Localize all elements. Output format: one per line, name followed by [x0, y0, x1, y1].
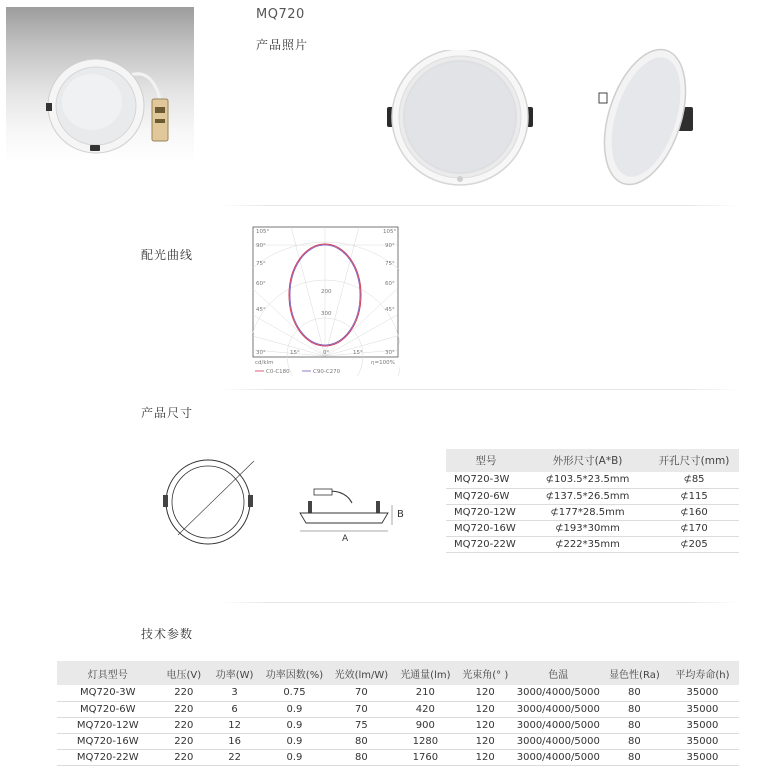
table-row: [446, 472, 739, 488]
polar-radial-label: 200: [321, 289, 332, 295]
table-cell: ⊄222*35mm: [526, 536, 649, 552]
table-cell: MQ720-3W: [446, 472, 526, 488]
polar-unit: cd/klm: [255, 360, 274, 366]
table-cell: 80: [603, 733, 666, 749]
polar-angle-label: 90°: [385, 243, 395, 249]
column-header: 开孔尺寸(mm): [649, 449, 739, 472]
column-header: 功率(W): [209, 661, 260, 685]
table-cell: 35000: [666, 749, 739, 765]
table-cell: 0.9: [260, 717, 329, 733]
table-cell: 80: [603, 701, 666, 717]
table-row: [57, 685, 739, 701]
polar-angle-label: 105°: [383, 229, 397, 235]
table-cell: 80: [603, 685, 666, 701]
table-row: [57, 733, 739, 749]
table-cell: ⊄137.5*26.5mm: [526, 488, 649, 504]
table-cell: 22: [209, 749, 260, 765]
polar-angle-label: 75°: [256, 261, 266, 267]
table-cell: MQ720-12W: [446, 504, 526, 520]
polar-angle-label: 90°: [256, 243, 266, 249]
table-cell: 0.75: [260, 685, 329, 701]
table-row: [57, 717, 739, 733]
curve-section-label: 配光曲线: [141, 248, 194, 262]
table-header-row: [57, 661, 739, 685]
table-cell: ⊄160: [649, 504, 739, 520]
table-cell: ⊄115: [649, 488, 739, 504]
column-header: 平均寿命(h): [666, 661, 739, 685]
table-cell: MQ720-16W: [446, 520, 526, 536]
table-cell: 35000: [666, 685, 739, 701]
column-header: 显色性(Ra): [603, 661, 666, 685]
polar-light-distribution-chart: [252, 226, 400, 376]
table-cell: 35000: [666, 717, 739, 733]
model-title: MQ720: [256, 7, 305, 22]
side-view-drawing: [292, 485, 412, 547]
polar-radial-label: 300: [321, 311, 332, 317]
polar-angle-label: 45°: [256, 307, 266, 313]
table-cell: 120: [457, 701, 514, 717]
legend-c0: C0-C180: [266, 369, 290, 375]
table-cell: 1760: [394, 749, 457, 765]
table-cell: 220: [158, 701, 209, 717]
dimension-table: [446, 449, 739, 553]
table-row: [57, 701, 739, 717]
table-row: [57, 749, 739, 765]
polar-angle-label: 60°: [256, 281, 266, 287]
table-cell: 120: [457, 749, 514, 765]
polar-angle-label: 45°: [385, 307, 395, 313]
table-cell: 220: [158, 717, 209, 733]
product-thumbnail: [6, 7, 194, 162]
column-header: 电压(V): [158, 661, 209, 685]
table-cell: 80: [603, 717, 666, 733]
column-header: 光束角(° ): [457, 661, 514, 685]
table-cell: 3000/4000/5000: [514, 749, 603, 765]
table-cell: 3000/4000/5000: [514, 701, 603, 717]
table-cell: ⊄193*30mm: [526, 520, 649, 536]
table-cell: ⊄85: [649, 472, 739, 488]
table-cell: 35000: [666, 733, 739, 749]
polar-angle-label: 15°: [290, 350, 300, 356]
table-row: [446, 520, 739, 536]
divider: [218, 205, 740, 206]
polar-angle-label: 75°: [385, 261, 395, 267]
table-cell: 3000/4000/5000: [514, 685, 603, 701]
polar-angle-label: 30°: [256, 350, 266, 356]
downlight-side-photo: [597, 45, 707, 190]
table-cell: 3000/4000/5000: [514, 733, 603, 749]
table-cell: 75: [329, 717, 394, 733]
table-cell: 220: [158, 685, 209, 701]
table-cell: MQ720-3W: [57, 685, 158, 701]
table-cell: MQ720-22W: [57, 749, 158, 765]
table-cell: 0.9: [260, 701, 329, 717]
tech-section-label: 技术参数: [141, 627, 194, 641]
legend-c90: C90-C270: [313, 369, 341, 375]
table-cell: MQ720-6W: [57, 701, 158, 717]
polar-efficiency: η=100%: [371, 360, 395, 366]
dimension-label-b: B: [397, 509, 404, 520]
table-cell: 16: [209, 733, 260, 749]
table-cell: 210: [394, 685, 457, 701]
divider: [218, 602, 740, 603]
top-view-drawing: [160, 455, 260, 550]
downlight-front-photo: [375, 50, 545, 190]
table-cell: 900: [394, 717, 457, 733]
table-cell: MQ720-16W: [57, 733, 158, 749]
polar-angle-label: 0°: [323, 350, 330, 356]
table-cell: 6: [209, 701, 260, 717]
table-cell: 70: [329, 701, 394, 717]
table-cell: MQ720-22W: [446, 536, 526, 552]
table-cell: 220: [158, 749, 209, 765]
table-cell: 220: [158, 733, 209, 749]
table-cell: 3000/4000/5000: [514, 717, 603, 733]
table-cell: ⊄170: [649, 520, 739, 536]
table-cell: 0.9: [260, 733, 329, 749]
column-header: 灯具型号: [57, 661, 158, 685]
polar-angle-label: 15°: [353, 350, 363, 356]
table-cell: 0.9: [260, 749, 329, 765]
product-photo-label: 产品照片: [256, 38, 309, 52]
size-section-label: 产品尺寸: [141, 406, 194, 420]
table-cell: 12: [209, 717, 260, 733]
table-row: [446, 504, 739, 520]
table-cell: ⊄205: [649, 536, 739, 552]
column-header: 功率因数(%): [260, 661, 329, 685]
table-cell: 70: [329, 685, 394, 701]
table-cell: MQ720-6W: [446, 488, 526, 504]
table-cell: 1280: [394, 733, 457, 749]
table-cell: 80: [603, 749, 666, 765]
table-cell: 120: [457, 733, 514, 749]
dimension-label-a: A: [342, 534, 349, 544]
table-header-row: [446, 449, 739, 472]
table-cell: ⊄103.5*23.5mm: [526, 472, 649, 488]
table-cell: 35000: [666, 701, 739, 717]
polar-angle-label: 60°: [385, 281, 395, 287]
table-cell: 120: [457, 685, 514, 701]
table-cell: 80: [329, 733, 394, 749]
table-cell: 80: [329, 749, 394, 765]
column-header: 色温: [514, 661, 603, 685]
column-header: 光通量(lm): [394, 661, 457, 685]
spec-table: [57, 661, 739, 766]
column-header: 外形尺寸(A*B): [526, 449, 649, 472]
column-header: 光效(lm/W): [329, 661, 394, 685]
polar-angle-label: 30°: [385, 350, 395, 356]
divider: [218, 389, 740, 390]
column-header: 型号: [446, 449, 526, 472]
table-cell: ⊄177*28.5mm: [526, 504, 649, 520]
table-cell: 3: [209, 685, 260, 701]
table-cell: 420: [394, 701, 457, 717]
table-cell: 120: [457, 717, 514, 733]
table-row: [446, 488, 739, 504]
polar-angle-label: 105°: [256, 229, 270, 235]
table-row: [446, 536, 739, 552]
downlight-thumbnail-image: [6, 7, 194, 162]
table-cell: MQ720-12W: [57, 717, 158, 733]
